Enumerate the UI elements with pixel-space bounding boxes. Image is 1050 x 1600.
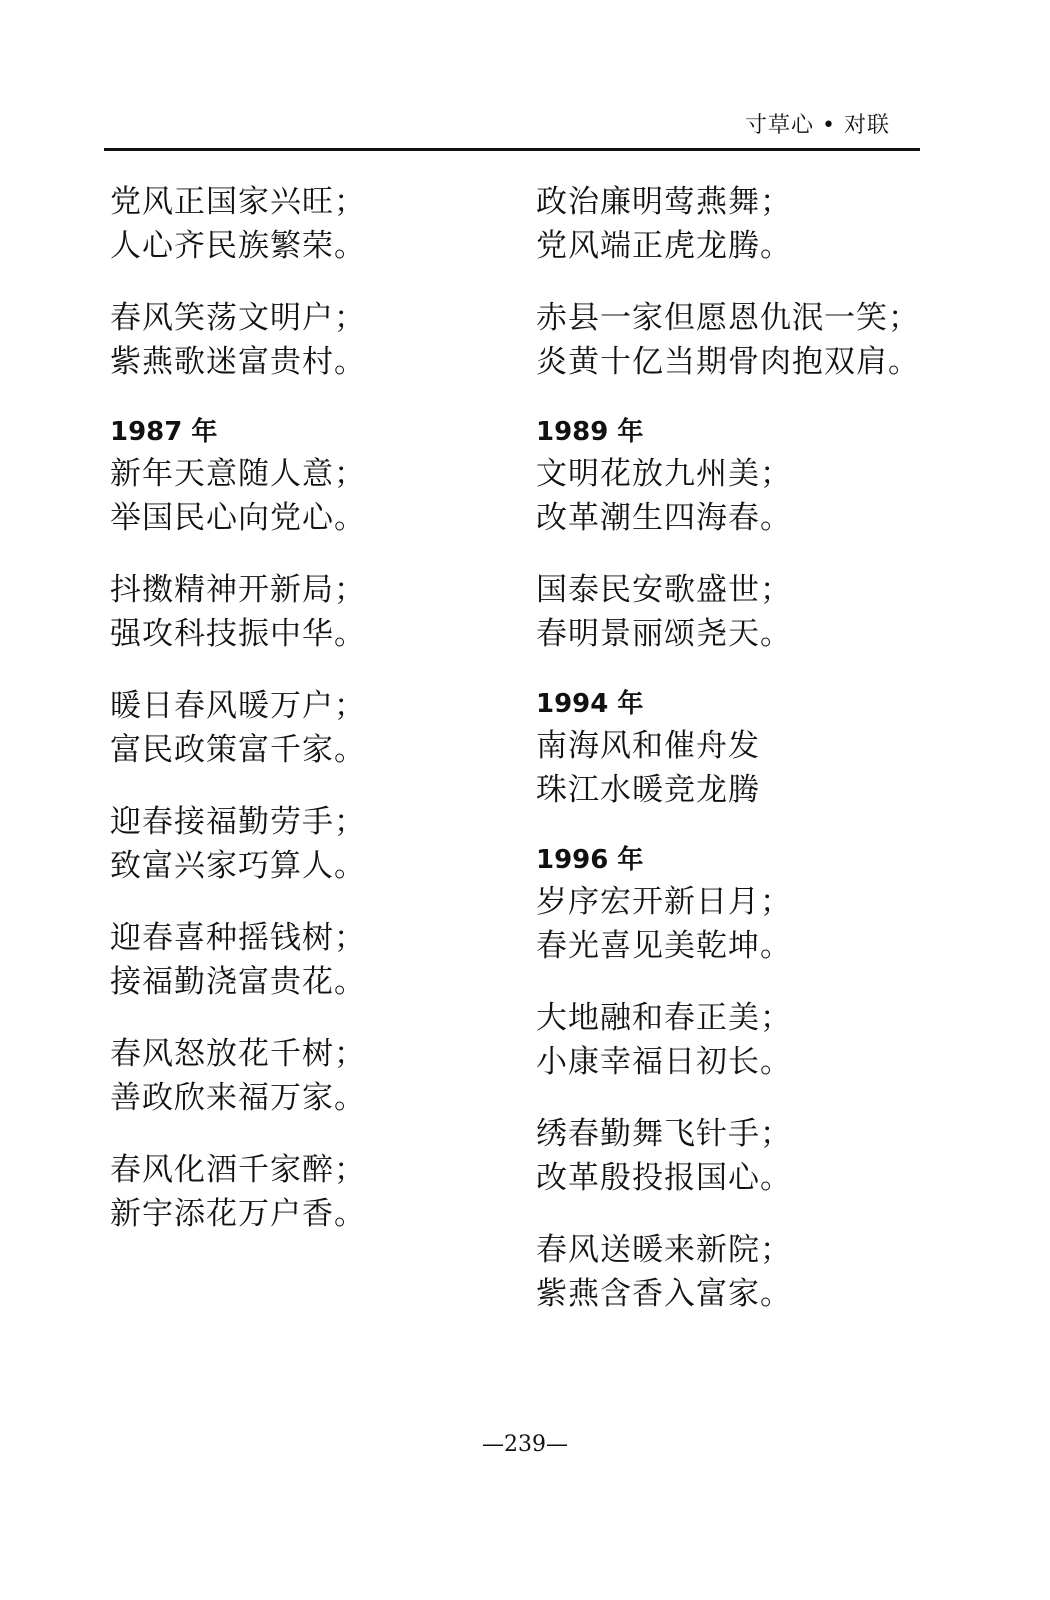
- couplet-item: [110, 296, 366, 384]
- couplet-line: 暖日春风暖万户；: [110, 688, 366, 724]
- couplet-item: [110, 412, 366, 540]
- couplet-line: 改革潮生四海春。: [536, 500, 792, 536]
- couplet-item: [110, 568, 366, 656]
- couplet-item: [536, 412, 920, 540]
- right-column: [536, 180, 920, 1344]
- header-rule: [104, 148, 920, 151]
- couplet-item: [110, 684, 366, 772]
- couplet-item: [536, 296, 920, 384]
- running-header: 寸草心 • 对联: [745, 113, 890, 138]
- couplet-item: [110, 180, 366, 268]
- couplet-item: [536, 996, 920, 1084]
- couplet-line: 大地融和春正美；: [536, 1000, 792, 1036]
- couplet-line: 紫燕歌迷富贵村。: [110, 344, 366, 380]
- couplet-item: [110, 1032, 366, 1120]
- couplet-line: 党风端正虎龙腾。: [536, 228, 792, 264]
- couplet-line: 小康幸福日初长。: [536, 1044, 792, 1080]
- couplet-line: 珠江水暖竞龙腾: [536, 772, 760, 808]
- couplet-item: [110, 916, 366, 1004]
- year-heading: 1987 年: [110, 417, 218, 447]
- couplet-line: 文明花放九州美；: [536, 456, 792, 492]
- couplet-line: 炎黄十亿当期骨肉抱双肩。: [536, 344, 920, 380]
- left-column: [110, 180, 366, 1264]
- couplet-line: 岁序宏开新日月；: [536, 884, 792, 920]
- year-heading: 1994 年: [536, 689, 644, 719]
- couplet-item: [110, 1148, 366, 1236]
- couplet-line: 致富兴家巧算人。: [110, 848, 366, 884]
- couplet-item: [536, 1228, 920, 1316]
- couplet-line: 紫燕含香入富家。: [536, 1276, 792, 1312]
- couplet-line: 新宇添花万户香。: [110, 1196, 366, 1232]
- couplet-line: 赤县一家但愿恩仇泯一笑；: [536, 300, 920, 336]
- couplet-line: 迎春喜种摇钱树；: [110, 920, 366, 956]
- couplet-item: [536, 684, 920, 812]
- couplet-item: [536, 1112, 920, 1200]
- couplet-line: 强攻科技振中华。: [110, 616, 366, 652]
- couplet-line: 政治廉明莺燕舞；: [536, 184, 792, 220]
- year-heading: 1996 年: [536, 845, 644, 875]
- couplet-line: 迎春接福勤劳手；: [110, 804, 366, 840]
- couplet-line: 春风怒放花千树；: [110, 1036, 366, 1072]
- couplet-line: 富民政策富千家。: [110, 732, 366, 768]
- couplet-line: 春风化酒千家醉；: [110, 1152, 366, 1188]
- couplet-line: 党风正国家兴旺；: [110, 184, 366, 220]
- page-number: —239—: [482, 1432, 568, 1457]
- couplet-item: [536, 180, 920, 268]
- couplet-line: 善政欣来福万家。: [110, 1080, 366, 1116]
- year-heading: 1989 年: [536, 417, 644, 447]
- couplet-line: 抖擞精神开新局；: [110, 572, 366, 608]
- couplet-line: 新年天意随人意；: [110, 456, 366, 492]
- couplet-item: [536, 568, 920, 656]
- couplet-item: [110, 800, 366, 888]
- couplet-item: [536, 840, 920, 968]
- couplet-line: 春光喜见美乾坤。: [536, 928, 792, 964]
- couplet-line: 接福勤浇富贵花。: [110, 964, 366, 1000]
- couplet-line: 人心齐民族繁荣。: [110, 228, 366, 264]
- couplet-line: 国泰民安歌盛世；: [536, 572, 792, 608]
- couplet-line: 举国民心向党心。: [110, 500, 366, 536]
- couplet-line: 春风笑荡文明户；: [110, 300, 366, 336]
- couplet-line: 绣春勤舞飞针手；: [536, 1116, 792, 1152]
- couplet-line: 南海风和催舟发: [536, 728, 760, 764]
- couplet-line: 春风送暖来新院；: [536, 1232, 792, 1268]
- couplet-line: 春明景丽颂尧天。: [536, 616, 792, 652]
- couplet-line: 改革殷投报国心。: [536, 1160, 792, 1196]
